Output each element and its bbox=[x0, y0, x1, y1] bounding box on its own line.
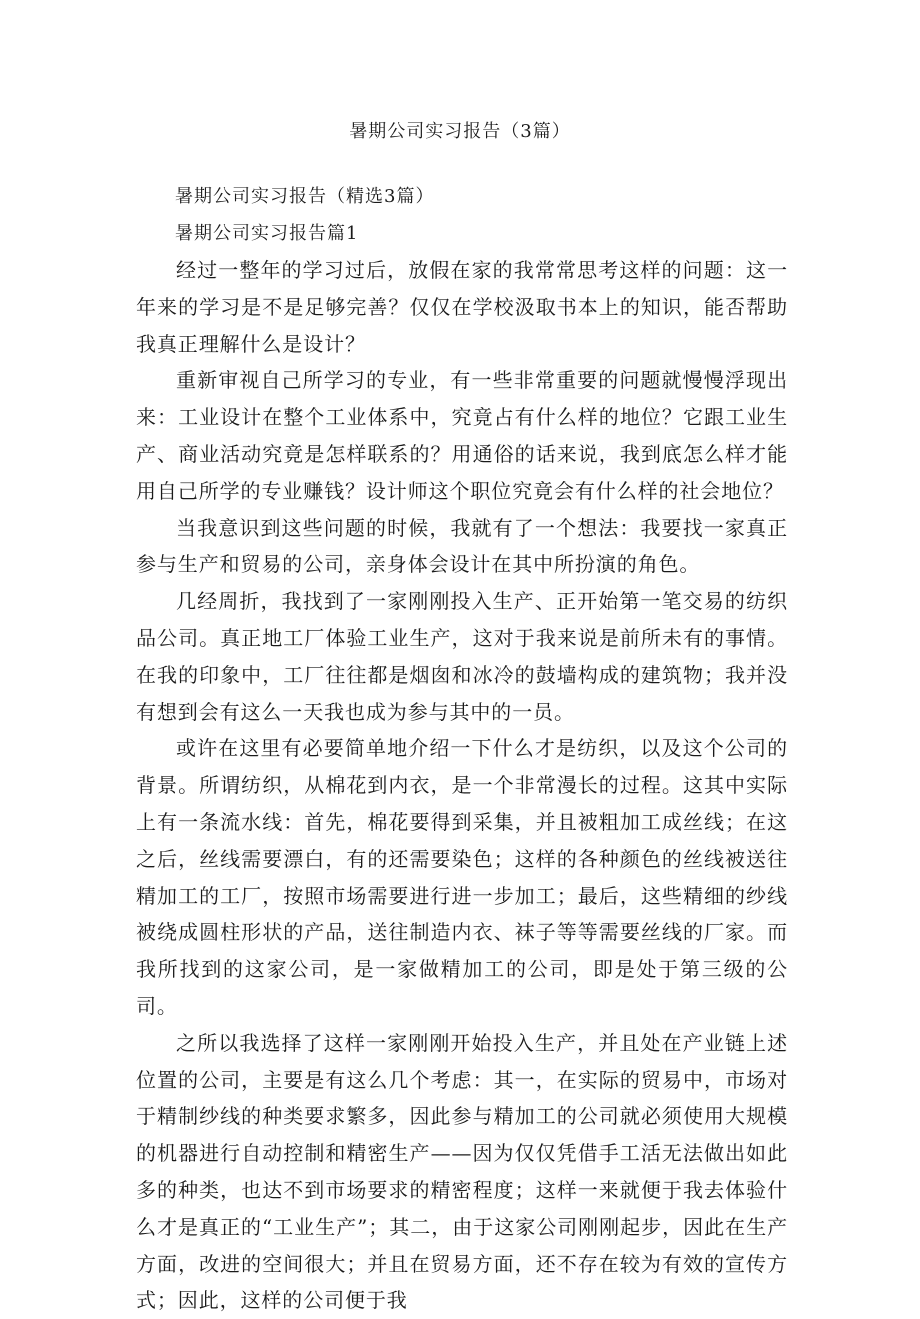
paragraph: 几经周折，我找到了一家刚刚投入生产、正开始第一笔交易的纺织品公司。真正地工厂体验工业生产，这对于我来说是前所未有的事情。在我的印象中，工厂往往都是烟囱和冰冷的鼓墙构成的建筑物；我并没有想到会有这么一天我也成为参与其中的一员。 bbox=[136, 589, 788, 724]
paragraph: 重新审视自己所学习的专业，有一些非常重要的问题就慢慢浮现出来：工业设计在整个工业体系中，究竟占有什么样的地位？它跟工业生产、商业活动究竟是怎样联系的？用通俗的话来说，我到底怎么样才能用自己所学的专业赚钱？设计师这个职位究竟会有什么样的社会地位？ bbox=[136, 368, 788, 503]
section-heading: 暑期公司实习报告篇1 bbox=[175, 223, 359, 244]
document-title: 暑期公司实习报告（3篇） bbox=[349, 121, 571, 142]
document-body bbox=[136, 252, 788, 1319]
document-subtitle: 暑期公司实习报告（精选3篇） bbox=[175, 186, 435, 207]
paragraph: 之所以我选择了这样一家刚刚开始投入生产，并且处在产业链上述位置的公司，主要是有这么几个考虑：其一，在实际的贸易中，市场对于精制纱线的种类要求繁多，因此参与精加工的公司就必须使用大规模的机器进行自动控制和精密生产——因为仅仅凭借手工活无法做出如此多的种类，也达不到市场要求的精密程度；这样一来就便于我去体验什么才是真正的“工业生产”；其二，由于这家公司刚刚起步，因此在生产方面，改进的空间很大；并且在贸易方面，还不存在较为有效的宣传方式；因此，这样的公司便于我 bbox=[136, 1030, 788, 1313]
paragraph: 当我意识到这些问题的时候，我就有了一个想法：我要找一家真正参与生产和贸易的公司，亲身体会设计在其中所扮演的角色。 bbox=[136, 515, 788, 577]
paragraph: 经过一整年的学习过后，放假在家的我常常思考这样的问题：这一年来的学习是不是足够完善？仅仅在学校汲取书本上的知识，能否帮助我真正理解什么是设计？ bbox=[136, 258, 788, 356]
paragraph: 或许在这里有必要简单地介绍一下什么才是纺织，以及这个公司的背景。所谓纺织，从棉花到内衣，是一个非常漫长的过程。这其中实际上有一条流水线：首先，棉花要得到采集，并且被粗加工成丝线；在这之后，丝线需要漂白，有的还需要染色；这样的各种颜色的丝线被送往精加工的工厂，按照市场需要进行进一步加工；最后，这些精细的纱线被绕成圆柱形状的产品，送往制造内衣、袜子等等需要丝线的厂家。而我所找到的这家公司，是一家做精加工的公司，即是处于第三级的公司。 bbox=[136, 736, 788, 1018]
